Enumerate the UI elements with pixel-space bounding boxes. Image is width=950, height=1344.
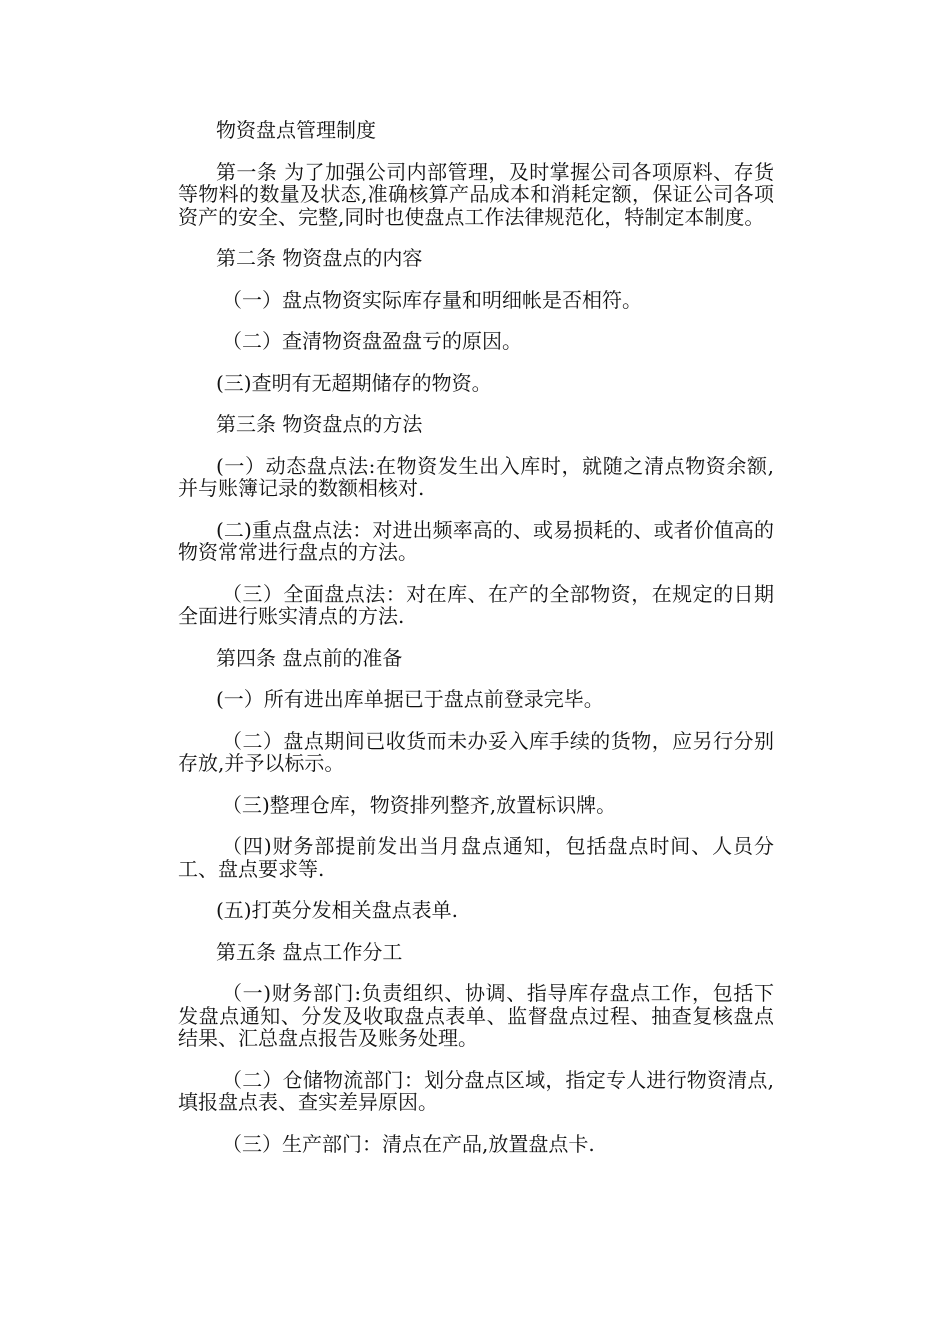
article-1: 第一条 为了加强公司内部管理，及时掌握公司各项原料、存货等物料的数量及状态,准确核算产品成本和消耗定额，保证公司各项资产的安全、完整,同时也使盘点工作法律规范化，特制定本制度。 — [178, 159, 774, 229]
article-4-item-1: (一）所有进出库单据已于盘点前登录完毕。 — [216, 687, 604, 711]
article-4-item-4: （四)财务部提前发出当月盘点通知，包括盘点时间、人员分工、盘点要求等. — [178, 834, 774, 881]
article-2-item-3: (三)查明有无超期储存的物资。 — [216, 370, 492, 395]
article-4-item-3: （三)整理仓库，物资排列整齐,放置标识牌。 — [222, 792, 617, 817]
article-3-heading: 第三条 物资盘点的方法 — [216, 412, 423, 436]
article-4-item-5: (五)打英分发相关盘点表单. — [216, 898, 458, 922]
article-5-item-2: （二）仓储物流部门：划分盘点区域，指定专人进行物资清点,填报盘点表、查实差异原因。 — [178, 1067, 774, 1114]
document-page — [178, 119, 774, 1174]
article-5-heading: 第五条 盘点工作分工 — [216, 939, 403, 964]
document-title: 物资盘点管理制度 — [216, 118, 376, 142]
article-3-item-2: (二)重点盘点法：对进出频率高的、或易损耗的、或者价值高的物资常常进行盘点的方法。 — [178, 517, 774, 564]
article-4-heading: 第四条 盘点前的准备 — [216, 645, 403, 670]
article-5-item-1: （一)财务部门:负责组织、协调、指导库存盘点工作，包括下发盘点通知、分发及收取盘点表单、监督盘点过程、抽查复核盘点结果、汇总盘点报告及账务处理。 — [178, 981, 774, 1050]
article-4-item-2: （二）盘点期间已收货而未办妥入库手续的货物，应另行分别存放,并予以标示。 — [178, 728, 774, 775]
article-5-item-3: （三）生产部门：清点在产品,放置盘点卡. — [222, 1131, 595, 1156]
article-2-heading: 第二条 物资盘点的内容 — [216, 246, 423, 270]
article-2-item-2: （二）查清物资盘盈盘亏的原因。 — [222, 329, 522, 353]
article-3-item-1: (一）动态盘点法:在物资发生出入库时，就随之清点物资余额,并与账簿记录的数额相核对. — [178, 453, 774, 500]
article-3-item-3: （三）全面盘点法：对在库、在产的全部物资，在规定的日期全面进行账实清点的方法. — [178, 581, 774, 628]
article-2-item-1: （一）盘点物资实际库存量和明细帐是否相符。 — [222, 287, 642, 312]
